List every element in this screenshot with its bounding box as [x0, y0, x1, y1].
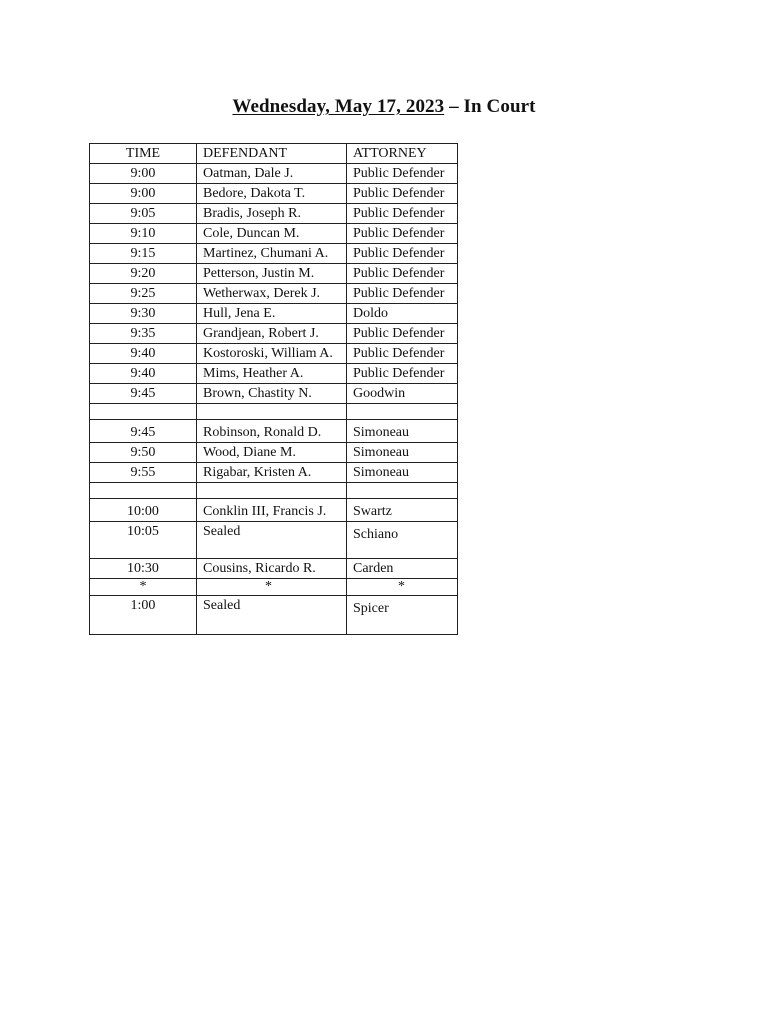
header-row	[90, 144, 458, 164]
cell-attorney: Goodwin	[347, 384, 458, 404]
cell-time: 9:50	[90, 443, 197, 463]
table-row	[90, 244, 458, 264]
cell-attorney: Doldo	[347, 304, 458, 324]
table-row	[90, 164, 458, 184]
cell-defendant: Rigabar, Kristen A.	[197, 463, 347, 483]
table-row	[90, 596, 458, 635]
table-row	[90, 384, 458, 404]
cell-time: 9:35	[90, 324, 197, 344]
table-row	[90, 304, 458, 324]
cell-defendant: Sealed	[197, 522, 347, 559]
cell-time: 9:00	[90, 164, 197, 184]
cell-attorney	[347, 404, 458, 420]
page-title	[0, 96, 768, 118]
cell-attorney: Public Defender	[347, 344, 458, 364]
cell-time	[90, 404, 197, 420]
cell-defendant: Martinez, Chumani A.	[197, 244, 347, 264]
table-row	[90, 463, 458, 483]
cell-defendant: *	[197, 579, 347, 596]
cell-attorney: Public Defender	[347, 244, 458, 264]
cell-attorney: Public Defender	[347, 264, 458, 284]
cell-defendant: Cole, Duncan M.	[197, 224, 347, 244]
cell-attorney: Public Defender	[347, 164, 458, 184]
cell-defendant	[197, 483, 347, 499]
table-row	[90, 420, 458, 443]
cell-attorney: Public Defender	[347, 204, 458, 224]
table-row	[90, 264, 458, 284]
table-row-separator	[90, 579, 458, 596]
cell-attorney: Public Defender	[347, 364, 458, 384]
cell-attorney	[347, 483, 458, 499]
cell-attorney: Swartz	[347, 499, 458, 522]
table-row-blank	[90, 483, 458, 499]
cell-defendant: Bradis, Joseph R.	[197, 204, 347, 224]
cell-defendant: Sealed	[197, 596, 347, 635]
cell-time: 9:45	[90, 420, 197, 443]
header-time: TIME	[90, 144, 197, 164]
cell-time: 10:05	[90, 522, 197, 559]
schedule-body	[90, 164, 458, 635]
cell-defendant: Cousins, Ricardo R.	[197, 559, 347, 579]
cell-attorney: Simoneau	[347, 443, 458, 463]
table-row	[90, 364, 458, 384]
cell-time: 9:00	[90, 184, 197, 204]
cell-time: 10:00	[90, 499, 197, 522]
cell-time: 9:10	[90, 224, 197, 244]
cell-defendant: Robinson, Ronald D.	[197, 420, 347, 443]
cell-defendant	[197, 404, 347, 420]
table-row	[90, 443, 458, 463]
cell-time: 9:25	[90, 284, 197, 304]
cell-time: 9:05	[90, 204, 197, 224]
cell-attorney: Simoneau	[347, 463, 458, 483]
header-attorney: ATTORNEY	[347, 144, 458, 164]
cell-attorney: Public Defender	[347, 224, 458, 244]
cell-attorney: Public Defender	[347, 284, 458, 304]
cell-attorney: Public Defender	[347, 324, 458, 344]
cell-defendant: Bedore, Dakota T.	[197, 184, 347, 204]
cell-time: 9:55	[90, 463, 197, 483]
cell-defendant: Mims, Heather A.	[197, 364, 347, 384]
header-defendant: DEFENDANT	[197, 144, 347, 164]
schedule-header	[90, 144, 458, 164]
cell-time: 9:40	[90, 344, 197, 364]
cell-defendant: Petterson, Justin M.	[197, 264, 347, 284]
cell-defendant: Brown, Chastity N.	[197, 384, 347, 404]
cell-time	[90, 483, 197, 499]
cell-attorney: Schiano	[347, 522, 458, 559]
table-row	[90, 284, 458, 304]
cell-defendant: Grandjean, Robert J.	[197, 324, 347, 344]
title-date: Wednesday, May 17, 2023	[232, 96, 445, 117]
cell-time: 1:00	[90, 596, 197, 635]
cell-defendant: Oatman, Dale J.	[197, 164, 347, 184]
cell-time: 9:30	[90, 304, 197, 324]
cell-time: 9:20	[90, 264, 197, 284]
cell-attorney: Carden	[347, 559, 458, 579]
cell-time: 9:45	[90, 384, 197, 404]
cell-defendant: Kostoroski, William A.	[197, 344, 347, 364]
cell-time: 10:30	[90, 559, 197, 579]
table-row	[90, 224, 458, 244]
table-row	[90, 499, 458, 522]
schedule-table	[89, 143, 458, 635]
table-row	[90, 184, 458, 204]
cell-defendant: Hull, Jena E.	[197, 304, 347, 324]
table-row	[90, 324, 458, 344]
table-row	[90, 344, 458, 364]
table-row	[90, 522, 458, 559]
table-row-blank	[90, 404, 458, 420]
cell-time: 9:40	[90, 364, 197, 384]
cell-defendant: Conklin III, Francis J.	[197, 499, 347, 522]
table-row	[90, 559, 458, 579]
cell-defendant: Wood, Diane M.	[197, 443, 347, 463]
title-suffix: – In Court	[444, 96, 536, 117]
cell-attorney: Simoneau	[347, 420, 458, 443]
table-row	[90, 204, 458, 224]
cell-defendant: Wetherwax, Derek J.	[197, 284, 347, 304]
cell-attorney: Spicer	[347, 596, 458, 635]
cell-attorney: *	[347, 579, 458, 596]
cell-attorney: Public Defender	[347, 184, 458, 204]
cell-time: *	[90, 579, 197, 596]
cell-time: 9:15	[90, 244, 197, 264]
